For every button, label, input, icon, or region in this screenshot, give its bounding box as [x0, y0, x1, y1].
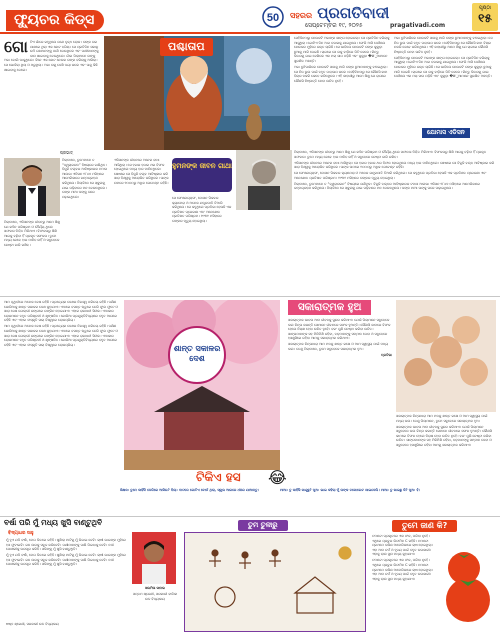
anniversary-logo-icon [262, 6, 284, 28]
student-photo [132, 532, 176, 584]
warli-painting [184, 532, 366, 632]
header-rule [0, 32, 500, 34]
story1-body-c: ଅଜା ବୁଝିପାରିଲେ ନେଉଳଟି ସାପକୁ ମାରି ତାଙ୍କ ଛୁଆମାନଙ୍କୁ ବଞ୍ଚାଇଥିଲା। ସେ ନିଜ ଭୁଲ ପାଇଁ ବହୁତ ପଶ୍ଚାତାପ କଲେ। ସେହିଦିନଠାରୁ ସେ କୌଣସି କାମ ବିଚାର ନକରି କେବେ କରିନଥିଲେ। ଏହି କାହାଣୀରୁ ଆମେ ଶିଖୁ ଯେ ରାଗରେ କୌଣସି ନିଷ୍ପତ୍ତି ନେବା ଉଚିତ ନୁହେଁ। ସେହିଦିନଠାରୁ ନେଉଳଟି ଅଜାଙ୍କ ସାଙ୍ଗ ହୋଇଗଲା। ସେ ପ୍ରତିଦିନ ବଗିଚାକୁ ଆସୁଥିଲା। ଗୋଟିଏ ଦିନ ଅଜା ବଜାରକୁ ଯାଇଥିଲେ। ଫେରି ଆସି ଦେଖିଲେ ନେଉଳର ମୁହଁରେ ରକ୍ତ ଲାଗିଛି। ସେ ଭାବିଲେ ନେଉଳଟି ତାଙ୍କ କୁକୁଡ଼ା ଛୁଆକୁ ମାରି ଦେଇଛି। ରାଗରେ ସେ ତାକୁ ବାଡ଼ିରେ ପିଟି ଦେଲେ। କିନ୍ତୁ ଭିତରକୁ ଯାଇ ଦେଖିଲେ ଏକ ମରା ସାପ ପଡ଼ିଛି ଏବଂ କୁକୁଡ଼ା �छୁଆମାନେ ସୁରକ୍ଷିତ ଅଛନ୍ତି। [394, 36, 493, 79]
tomato-image [440, 538, 496, 626]
edison-portrait [236, 150, 292, 210]
newspaper-title: ସହରର ପ୍ରଗତିବାଦୀ [290, 4, 390, 22]
story2-subtitle: ଯୋମାସ ଏଡିସନ [422, 128, 470, 138]
quiz-text: ଟମାଟୋ ପ୍ରକୃତରେ ଏକ ଫଳ, ପରିବା ନୁହେଁ। ଏଥିରେ ପ୍ରଚୁର ଭିଟାମିନ C ରହିଛି। ଟମାଟୋ ପ୍ରଥମେ ଦକ୍ଷିଣ ଆମେରିକାରେ ଚାଷ ହୋଇଥିଲା। ଏହା ଆମ ଚର୍ମ ଓ ହୃଦୟ ପାଇଁ ବହୁତ ଉପକାରୀ। ଏହାକୁ ଲାଲ ସୁନା ମଧ୍ୟ କୁହାଯାଏ। ଟମାଟୋ ପ୍ରକୃତରେ ଏକ ଫଳ, ପରିବା ନୁହେଁ। ଏଥିରେ ପ୍ରଚୁର ଭିଟାମିନ C ରହିଛି। ଟମାଟୋ ପ୍ରଥମେ ଦକ୍ଷିଣ ଆମେରିକାରେ ଚାଷ ହୋଇଥିଲା। ଏହା ଆମ ଚର୍ମ ଓ ହୃଦୟ ପାଇଁ ବହୁତ ଉପକାରୀ। ଏହାକୁ ଲାଲ ସୁନା ମଧ୍ୟ କୁହାଯାଏ। [372, 534, 434, 581]
website: pragativadi.com [390, 22, 446, 29]
drop-cap: ଗୋ [4, 40, 28, 56]
story4-title: ସକାରାତ୍ମକ ହୁଅ [288, 300, 371, 315]
poem-title: ବର୍ଷା ପରି ମୁଁ ମଧ୍ୟ ଖୁସି ବାଣ୍ଟୁଥିବି [4, 518, 103, 527]
laughing-emoji-icon: 😂 [268, 468, 287, 487]
dateline: ସେପ୍ଟେମ୍ବର ୧୯, ୨୦୨୫ [305, 22, 363, 29]
divider-rule-2 [0, 516, 500, 517]
art-title: ତୁମ ତୁଳୀରୁ [238, 520, 288, 531]
story4-text: ସକାରାତ୍ମକ ଭାବନା ଆମ ଜୀବନକୁ ସୁନ୍ଦର କରିଥାଏ। ଯେଉଁ ପିଲାମାନେ ସବୁବେଳେ ଭଲ ଚିନ୍ତା କରନ୍ତି ସେମାନେ ଜୀବନରେ ସଫଳ ହୁଅନ୍ତି। କୌଣସି କାମରେ ବିଫଳ ହେଲେ ନିରାଶ ହେବା ଉଚିତ ନୁହେଁ। ବରଂ ପୁଣି ଚେଷ୍ଟା କରିବା ଉଚିତ। ସାଙ୍ଗମାନଙ୍କ ସହ ମିଳିମିଶି ରହିବା, ବଡ଼ମାନଙ୍କୁ ସମ୍ମାନ ଦେବା ଓ ସବୁବେଳେ ହସଖୁସିରେ ରହିବା ଆମକୁ ସକାରାତ୍ମକ କରିଥାଏ। ସକାରାତ୍ମକ ଚିନ୍ତାଧାରା ଆମ ମନକୁ ଶାନ୍ତ ରଖେ ଓ ଆମ ସ୍ୱାସ୍ଥ୍ୟ ପାଇଁ ମଧ୍ୟ ଭଲ। ତେଣୁ ପିଲାମାନେ, ତୁମେ ସବୁବେଳେ ସକାରାତ୍ମକ ହୁଅ। ପ୍ରତିଭା [288, 318, 392, 357]
quiz-title: ତୁମେ ଜାଣ କି? [392, 520, 457, 532]
story1-body-b: ସେହିଦିନଠାରୁ ନେଉଳଟି ଅଜାଙ୍କ ସାଙ୍ଗ ହୋଇଗଲା। ସେ ପ୍ରତିଦିନ ବଗିଚାକୁ ଆସୁଥିଲା। ଗୋଟିଏ ଦିନ ଅଜା ବଜାରକୁ ଯାଇଥିଲେ। ଫେରି ଆସି ଦେଖିଲେ ନେଉଳର ମୁହଁରେ ରକ୍ତ ଲାଗିଛି। ସେ ଭାବିଲେ ନେଉଳଟି ତାଙ୍କ କୁକୁଡ଼ା ଛୁଆକୁ ମାରି ଦେଇଛି। ରାଗରେ ସେ ତାକୁ ବାଡ଼ିରେ ପିଟି ଦେଲେ। କିନ୍ତୁ ଭିତରକୁ ଯାଇ ଦେଖିଲେ ଏକ ମରା ସାପ ପଡ଼ିଛି ଏବଂ କୁକୁଡ଼ା �छୁଆମାନେ ସୁରକ୍ଷିତ ଅଛନ୍ତି। ଅଜା ବୁଝିପାରିଲେ ନେଉଳଟି ସାପକୁ ମାରି ତାଙ୍କ ଛୁଆମାନଙ୍କୁ ବଞ୍ଚାଇଥିଲା। ସେ ନିଜ ଭୁଲ ପାଇଁ ବହୁତ ପଶ୍ଚାତାପ କଲେ। ସେହିଦିନଠାରୁ ସେ କୌଣସି କାମ ବିଚାର ନକରି କେବେ କରିନଥିଲେ। ଏହି କାହାଣୀରୁ ଆମେ ଶିଖୁ ଯେ ରାଗରେ କୌଣସି ନିଷ୍ପତ୍ତି ନେବା ଉଚିତ ନୁହେଁ। [294, 36, 390, 83]
story1-title: ପଶ୍ଚାତାପ [160, 38, 213, 56]
story2-col2: ଏଡିସନଙ୍କ ଜୀବନରେ ଅନେକ ବାଧା ଆସିଥିଲା। ସେ ହଜାର ହଜାର ଥର ବିଫଳ ହୋଇଥିଲେ ମଧ୍ୟ ହାର ମାନିନଥିଲେ। ଶେଷରେ ସେ ବିଜୁଳି ବଲ୍ବ ଆବିଷ୍କାର କରି ସାରା ବିଶ୍ୱକୁ ଆଲୋକିତ କରିଥିଲେ। ତାଙ୍କ ନାମରେ ୧୦୦୦ରୁ ଅଧିକ ପେଟେଣ୍ଟ ରହିଛି। [114, 158, 169, 185]
svg-text:50: 50 [266, 12, 280, 24]
poem-byline: ବିଦ୍ୟାଧର ସାହୁ [8, 531, 34, 536]
section-title: ଫ୍ୟୁଚର କିଡ୍ସ [6, 10, 104, 31]
story2-col1b: ପିଲାମାନେ, ଏଡିସନଙ୍କ ଜୀବନରୁ ଆମେ ଶିଖୁ ଯେ କଠିନ ପରିଶ୍ରମ ଓ ଧୈର୍ଯ୍ୟ ଥିଲେ ସଫଳତା ନିଶ୍ଚିତ ମିଳିଥାଏ। ବିଫଳତାରୁ ଶିଖି ଆଗକୁ ବଢ଼ିବା ହିଁ ପ୍ରକୃତ ସଫଳତା। ତୁମେ ମଧ୍ୟ କେବେ ହାର ମାନିବ ନାହିଁ ଓ ସବୁବେଳେ ଚେଷ୍ଟା ଜାରି ରଖିବ। [4, 220, 60, 247]
story1-byline: ପ୍ରଭାତ୍ [60, 150, 73, 155]
story3-title: ଶାନ୍ତ ସକାଳର ଦେଶ [168, 326, 226, 384]
story4-text2: ସକାରାତ୍ମକ ଚିନ୍ତାଧାରା ଆମ ମନକୁ ଶାନ୍ତ ରଖେ ଓ ଆମ ସ୍ୱାସ୍ଥ୍ୟ ପାଇଁ ମଧ୍ୟ ଭଲ। ତେଣୁ ପିଲାମାନେ, ତୁମେ ସବୁବେଳେ ସକାରାତ୍ମକ ହୁଅ। ସକାରାତ୍ମକ ଭାବନା ଆମ ଜୀବନକୁ ସୁନ୍ଦର କରିଥାଏ। ଯେଉଁ ପିଲାମାନେ ସବୁବେଳେ ଭଲ ଚିନ୍ତା କରନ୍ତି ସେମାନେ ଜୀବନରେ ସଫଳ ହୁଅନ୍ତି। କୌଣସି କାମରେ ବିଫଳ ହେଲେ ନିରାଶ ହେବା ଉଚିତ ନୁହେଁ। ବରଂ ପୁଣି ଚେଷ୍ଟା କରିବା ଉଚିତ। ସାଙ୍ଗମାନଙ୍କ ସହ ମିଳିମିଶି ରହିବା, ବଡ଼ମାନଙ୍କୁ ସମ୍ମାନ ଦେବା ଓ ସବୁବେଳେ ହସଖୁସିରେ ରହିବା ଆମକୁ ସକାରାତ୍ମକ କରିଥାଏ। [396, 414, 492, 447]
story1-intro: ଗୋ ଟିଏ ଗାଁରେ ରହୁଥିଲେ ଜଣେ ବୃଦ୍ଧ ଲୋକ। ତାଙ୍କ ଘର ପାଖରେ ଥିଲା ଏକ ଛୋଟ ବଗିଚା। ସେ ପ୍ରତିଦିନ ସକାଳୁ ଉଠି ଗଛମାନଙ୍କୁ ପାଣି ଦେଉଥିଲେ ଏବଂ ପକ୍ଷୀମାନଙ୍କୁ ଦାନା ଖାଇବାକୁ ଦେଉଥିଲେ। ଗାଁର ପିଲାମାନେ ତାଙ୍କୁ ଅଜା ବୋଲି ଡାକୁଥିଲେ। ଦିନେ ଏକ ଛୋଟ ନେଉଳ ତାଙ୍କ ବଗିଚାକୁ ଆସିଲା। ସେ ଭୋକିଲା ଥିଲା ଓ ଥରୁଥିଲା। ଅଜା ତାକୁ ଦେଖି ଦୟା କଲେ ଏବଂ ତାକୁ କିଛି ଖାଇବାକୁ ଦେଲେ। [4, 40, 99, 72]
divider-rule [0, 296, 500, 297]
poem-text: ମୁଁ ହୁଏ ଯଦି ବର୍ଷା, ମେଘ ଭିତରେ ରହିବି। ଶୁଖିଲା ମାଟିକୁ ମୁଁ ଭିଜାଇ ଦେବି। ଚାଷୀ ଭାଇଙ୍କ ମୁହଁରେ ହସ ଫୁଟାଇବି। ଗଛ ଲତାକୁ ସବୁଜ କରିଦେବି। ପକ୍ଷୀମାନଙ୍କୁ ପାଣି ପିଇବାକୁ ଦେବି। ନଦୀ ପୋଖରୀକୁ ଭରପୂର କରିବି। ସଭିଙ୍କୁ ମୁଁ ଖୁସି ବାଣ୍ଟୁଥିବି। ମୁଁ ହୁଏ ଯଦି ବର୍ଷା, ମେଘ ଭିତରେ ରହିବି। ଶୁଖିଲା ମାଟିକୁ ମୁଁ ଭିଜାଇ ଦେବି। ଚାଷୀ ଭାଇଙ୍କ ମୁହଁରେ ହସ ଫୁଟାଇବି। ଗଛ ଲତାକୁ ସବୁଜ କରିଦେବି। ପକ୍ଷୀମାନଙ୍କୁ ପାଣି ପିଇବାକୁ ଦେବି। ନଦୀ ପୋଖରୀକୁ ଭରପୂର କରିବି। ସଭିଙ୍କୁ ମୁଁ ଖୁସି ବାଣ୍ଟୁଥିବି। [6, 538, 126, 567]
story2-col5: ପିଲାମାନେ, ଏଡିସନଙ୍କ ଜୀବନରୁ ଆମେ ଶିଖୁ ଯେ କଠିନ ପରିଶ୍ରମ ଓ ଧୈର୍ଯ୍ୟ ଥିଲେ ସଫଳତା ନିଶ୍ଚିତ ମିଳିଥାଏ। ବିଫଳତାରୁ ଶିଖି ଆଗକୁ ବଢ଼ିବା ହିଁ ପ୍ରକୃତ ସଫଳତା। ତୁମେ ମଧ୍ୟ କେବେ ହାର ମାନିବ ନାହିଁ ଓ ସବୁବେଳେ ଚେଷ୍ଟା ଜାରି ରଖିବ। ଏଡିସନଙ୍କ ଜୀବନରେ ଅନେକ ବାଧା ଆସିଥିଲା। ସେ ହଜାର ହଜାର ଥର ବିଫଳ ହୋଇଥିଲେ ମଧ୍ୟ ହାର ମାନିନଥିଲେ। ଶେଷରେ ସେ ବିଜୁଳି ବଲ୍ବ ଆବିଷ୍କାର କରି ସାରା ବିଶ୍ୱକୁ ଆଲୋକିତ କରିଥିଲେ। ତାଙ୍କ ନାମରେ ୧୦୦୦ରୁ ଅଧିକ ପେଟେଣ୍ଟ ରହିଛି। ସେ ଫୋନୋଗ୍ରାଫ, ମୋସନ ପିକଚର କ୍ୟାମେରା ଓ ଅନେକ ଯନ୍ତ୍ରପାତି ତିଆରି କରିଥିଲେ। ସେ କହୁଥିଲେ ପ୍ରତିଭା ହେଉଛି ଏକ ପ୍ରତିଶତ ପ୍ରେରଣା ଏବଂ ଅନେଶୋତ ପ୍ରତିଶତ ପରିଶ୍ରମ। ୧୯୩୧ ମସିହାରେ ତାଙ୍କର ମୃତ୍ୟୁ ହୋଇଥିଲା। ପିଲାମାନେ, ତୁମେମାନେ ତ “ଦ୍ୱରାରଗନ” ବିଷୟରେ ଜାଣିଥିବ। ବିଜୁଳି ବଲ୍ବର ଆବିଷ୍କାରକ ଟମାସ ଆଲଭା ଏଡିସନ ୧୮୪୭ ମସିହାରେ ଆମେରିକାରେ ଜନ୍ମଗ୍ରହଣ କରିଥିଲେ। ପିଲାଦିନେ ସେ ସ୍କୁଲକୁ ଯାଇ ପଢ଼ିବାରେ ମନ ଦେଉନଥିଲେ। ତାଙ୍କ ମାଆ ତାଙ୍କୁ ଘରେ ପଢ଼ାଇଥିଲେ। [294, 150, 495, 191]
student-info: ସଲମିତା ସାମଲ ସପ୍ତମ ଶ୍ରେଣୀ, ସରକାରୀ ବାଳିକା ଉଚ୍ଚ ବିଦ୍ୟାଳୟ [132, 586, 178, 601]
children-photo [396, 300, 496, 412]
story2-title: ହୁମନଙ୍କ ଜୀବନ ଗାଥା [172, 158, 232, 192]
joke-left: ଶିକ୍ଷକ: ତୁମେ କାହିଁକି ଡେରିରେ ଆସିଲ? ପିଲା: ବାଟରେ ଗୋଟିଏ ବୋର୍ଡ ଥିଲା, ସ୍କୁଲ ଆଗରେ ଧୀରେ ଯାଆନ୍ତୁ। [120, 488, 260, 492]
story2-col3: ସେ ଫୋନୋଗ୍ରାଫ, ମୋସନ ପିକଚର କ୍ୟାମେରା ଓ ଅନେକ ଯନ୍ତ୍ରପାତି ତିଆରି କରିଥିଲେ। ସେ କହୁଥିଲେ ପ୍ରତିଭା ହେଉଛି ଏକ ପ୍ରତିଶତ ପ୍ରେରଣା ଏବଂ ଅନେଶୋତ ପ୍ରତିଶତ ପରିଶ୍ରମ। ୧୯୩୧ ମସିହାରେ ତାଙ୍କର ମୃତ୍ୟୁ ହୋଇଥିଲା। [172, 196, 232, 223]
jokes-title: ଟିକିଏ ହସ [196, 470, 241, 484]
child-photo [4, 158, 60, 216]
story2-col1: ପିଲାମାନେ, ତୁମେମାନେ ତ “ଦ୍ୱରାରଗନ” ବିଷୟରେ ଜାଣିଥିବ। ବିଜୁଳି ବଲ୍ବର ଆବିଷ୍କାରକ ଟମାସ ଆଲଭା ଏଡିସନ ୧୮୪୭ ମସିହାରେ ଆମେରିକାରେ ଜନ୍ମଗ୍ରହଣ କରିଥିଲେ। ପିଲାଦିନେ ସେ ସ୍କୁଲକୁ ଯାଇ ପଢ଼ିବାରେ ମନ ଦେଉନଥିଲେ। ତାଙ୍କ ମାଆ ତାଙ୍କୁ ଘରେ ପଢ଼ାଇଥିଲେ। [62, 158, 107, 199]
joke-right: ମାଆ: ତୁ କାହିଁକି କାନ୍ଦୁଛୁ? ପୁଅ: ଭାଇ କହିଲା ମୁଁ ତାଙ୍କ ଚକୋଲେଟ ଖାଇଦେଲି। ମାଆ: ତୁ ଖାଇଛୁ କି? ପୁଅ: ହଁ। [280, 488, 421, 492]
story3-text: ଆମ ପୃଥିବୀରେ ଅନେକ ଦେଶ ରହିଛି। ପ୍ରତ୍ୟେକ ଦେଶର ନିଜସ୍ୱ ପରିଚୟ ରହିଛି। ଦକ୍ଷିଣ କୋରିଆକୁ ଶାନ୍ତ ସକାଳର ଦେଶ କୁହାଯାଏ। ଏଠାରେ ବସନ୍ତ ଋତୁରେ ଚେରି ଫୁଲ ଫୁଟେ ଓ ସାରା ଦେଶ ଗୋଲାପୀ ରଙ୍ଗରେ ରଙ୍ଗିନ ହୋଇଯାଏ। ଏହାର ରାଜଧାନୀ ସିଓଲ। ଏଠାକାର ଲୋକମାନେ ବହୁତ ପରିଶ୍ରମୀ ଓ ଶୃଙ୍ଖଳିତ। କୋରିଆ ପ୍ରଯୁକ୍ତିବିଦ୍ୟାରେ ବହୁତ ଆଗରେ ରହିଛି ଏବଂ ଏହାର ସଂସ୍କୃତି ସାରା ବିଶ୍ୱରେ ଲୋକପ୍ରିୟ। ଆମ ପୃଥିବୀରେ ଅନେକ ଦେଶ ରହିଛି। ପ୍ରତ୍ୟେକ ଦେଶର ନିଜସ୍ୱ ପରିଚୟ ରହିଛି। ଦକ୍ଷିଣ କୋରିଆକୁ ଶାନ୍ତ ସକାଳର ଦେଶ କୁହାଯାଏ। ଏଠାରେ ବସନ୍ତ ଋତୁରେ ଚେରି ଫୁଲ ଫୁଟେ ଓ ସାରା ଦେଶ ଗୋଲାପୀ ରଙ୍ଗରେ ରଙ୍ଗିନ ହୋଇଯାଏ। ଏହାର ରାଜଧାନୀ ସିଓଲ। ଏଠାକାର ଲୋକମାନେ ବହୁତ ପରିଶ୍ରମୀ ଓ ଶୃଙ୍ଖଳିତ। କୋରିଆ ପ୍ରଯୁକ୍ତିବିଦ୍ୟାରେ ବହୁତ ଆଗରେ ରହିଛି ଏବଂ ଏହାର ସଂସ୍କୃତି ସାରା ବିଶ୍ୱରେ ଲୋକପ୍ରିୟ। [4, 300, 118, 347]
poem-footer: ଷଷ୍ଠ ଶ୍ରେଣୀ, ସରକାରୀ ଉଚ୍ଚ ବିଦ୍ୟାଳୟ [6, 622, 59, 626]
page-number-box: ପୃଷ୍ଠା ୧୫ [472, 3, 498, 31]
